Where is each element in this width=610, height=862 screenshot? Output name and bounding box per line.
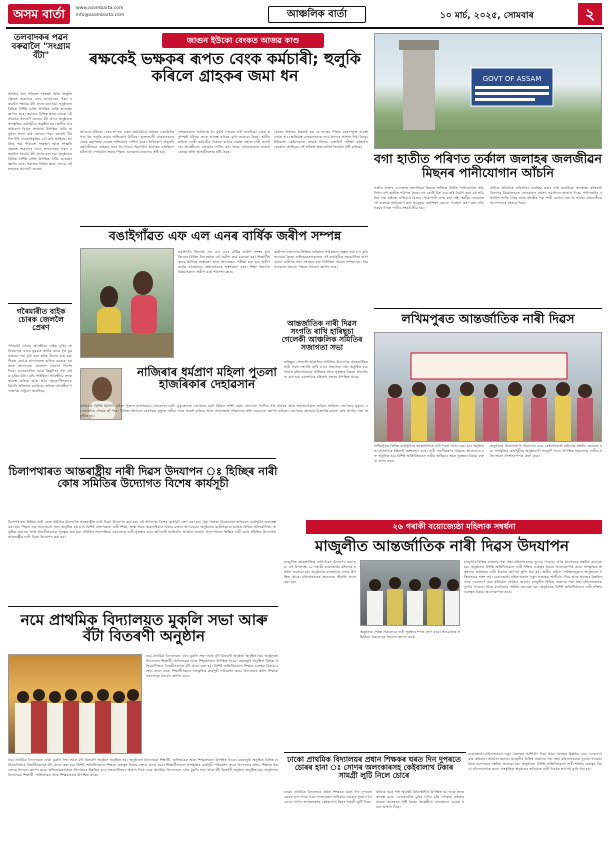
headline-s1: ৰক্ষকেই ভক্ষকৰ ৰূপত বেংক কৰ্মচাৰী; হুলুকি কৰিলে গ্ৰাহকৰ জমা ধন	[89, 50, 361, 85]
headline-s2: তলবাদকৰ পৱন বৰুৱালৈ "সংগ্ৰাম বঁটা"	[11, 33, 71, 62]
body-s10-col3: অনুষ্ঠানৰ শেষত সকলোৱে নাৰী সুৰক্ষাৰ শপত গ্ৰহণ কৰে। আয়োজক সমিতিয়ে সকলোকে ধন্যবাদ জ্ঞাপন কৰে।	[360, 630, 460, 639]
body-s6: গৰৈমাৰী থানাৰ আৰক্ষীয়ে বাইক চুৰিৰ অভিযোগত এজন যুৱকক আটক কৰে। ধৃত যুৱকজনৰ পৰা চুৰি কৰা বাইক উদ্ধাৰ কৰা হয়। পিছত তেওঁক আদালতত হাজিৰ কৰোৱা হয় আৰু আদালতে জেললৈ প্ৰেৰণৰ নিৰ্দেশ দিয়ে। এলেকাটোত যোৱা কিছুদিনৰ পৰা বাইক চুৰিৰ ঘটনা বৃদ্ধি পাইছিল। আৰক্ষীয়ে তদন্ত আৰম্ভ কৰিছে আৰু আন সহযোগীসকলক বিচাৰি অভিযান চলাইছে। ৰাইজে আৰক্ষীৰ পদক্ষেপক সাধুবাদ জনাইছে।	[8, 344, 72, 393]
body-s11-bottom: নমে প্ৰাথমিক বিদ্যালয়ত এখন মুকলি সভা আৰু বঁটা বিতৰণী অনুষ্ঠান অনুষ্ঠিত হয়। অনুষ্ঠানত বিদ্যালয়ৰ শিক্ষাৰ্থী, অভিভাৱক আৰু শিক্ষকসকল উপস্থিত থাকে। বছৰজুৰি অনুষ্ঠিত বিভিন্ন প্ৰতিযোগিতাৰ বিজয়ীসকলক বঁটা প্ৰদান কৰা হয়। বিশিষ্ট অতিথিসকলে শিক্ষাৰ গুৰুত্বৰ বিষয়ে বক্তব্য প্ৰদান কৰে। শিক্ষাৰ্থীসকলে সাংস্কৃতিক কাৰ্যসূচী পৰিৱেশন কৰে। বিদ্যালয়ৰ প্ৰধান শিক্ষকে সকলোকে ধন্যবাদ জ্ঞাপন কৰে। অভিভাৱকসকলে বিদ্যালয়ৰ উন্নতিৰ বাবে সহযোগিতাৰ আশ্বাস দিয়ে। নমে প্ৰাথমিক বিদ্যালয়ত এখন মুকলি সভা আৰু বঁটা বিতৰণী অনুষ্ঠান অনুষ্ঠিত হয়। অনুষ্ঠানত বিদ্যালয়ৰ শিক্ষাৰ্থী, অভিভাৱক আৰু শিক্ষকসকল উপস্থিত থাকে।	[8, 758, 278, 777]
body-s1-col2: গ্ৰাহকসকলে অবিলম্বে ধন ঘূৰাই পোৱাৰ দাবী জনাইছে। বেংক কৰ্তৃপক্ষই ঘটনাৰ তদন্ত আৰম্ভ কৰিছে বুলি জনোৱা হৈছে। স্থানীয় ৰাইজে দোষী কৰ্মচাৰীৰ বিৰুদ্ধে কঠোৰ ব্যৱস্থা গ্ৰহণৰ দাবী জনাইছে। আৰক্ষীতো এজাহাৰ দাখিল কৰা হৈছে। গ্ৰাহকসকলৰ মাজত বেংকৰ প্ৰতি আস্থাহীনতাৰ সৃষ্টি হৈছে।	[178, 130, 270, 154]
headline-s8: নাজিৰাৰ ধৰ্মপ্ৰাণ মহিলা পুতলা হাজৰিকাৰ দেহাৱসান	[137, 365, 277, 392]
kicker-s10: ২৬ গৰাকী বয়োজ্যেষ্ঠা মহিলাক সম্বৰ্ধনা	[392, 522, 516, 531]
headline-s9: চিলাপথাৰত আন্তৰাষ্ট্ৰীয় নাৰী দিৱস উদযাপন ঃ হিচ্ছিৰ নাৰী কোষ সমিতিৰ উদ্যোগত বিশেষ কাৰ্যসূচী	[8, 465, 278, 490]
kicker-s1: জাগুন ইউকো বেংকত আজৱ কাণ্ড	[186, 36, 300, 45]
body-s12-col2: ঘটনাৰ খবৰ পাই আৰক্ষী ঘটনাস্থলীত উপস্থিত হয় আৰু তদন্ত আৰম্ভ কৰে। এলেকাটোত চুৰিৰ ঘটনা বৃদ্ধি পোৱাত ৰাইজৰ মাজত আতংকৰ সৃষ্টি হৈছে। আৰক্ষীয়ে সোনকালে চোৰক ধৰাৰ আশ্বাস দিছে।	[376, 790, 464, 809]
divider	[80, 458, 276, 459]
headline-s5: লখিমপুৰত আন্তৰ্জাতিক নাৰী দিৱস	[401, 311, 575, 326]
body-s4-col1: বঙাইগাঁও জিলাত এফ এল এনৰ বাৰ্ষিক জৰীপ সম্পন্ন হয়। জিলাৰ বিভিন্ন বিদ্যালয়ত এই জৰীপ কাৰ্য চলোৱা হয়। শিক্ষাৰ্থীসকলৰ মৌলিক সাক্ষৰতা আৰু সংখ্যাজ্ঞান পৰীক্ষা কৰা হয়। জৰীপ কাৰ্যত বহুসংখ্যক স্বেচ্ছাসেৱকে অংশগ্ৰহণ কৰে। শিক্ষা বিভাগৰ বিষয়াসকলে জৰীপ কাৰ্য পৰিদৰ্শন কৰে।	[178, 250, 270, 274]
headline-s7: আন্তৰ্জাতিক নাৰী দিৱস সংগতি ৰাখি হাৰিছ্চা গেলেকী আঞ্চলিক সমিতিৰ সজাগতা সভা	[281, 319, 363, 353]
women-day-photo	[374, 332, 602, 442]
body-s1-col3: বেংকৰ উৰ্দ্ধতন বিষয়াই কয় যে তদন্তৰ পিছত যথোপযুক্ত ব্যৱস্থা লোৱা হ'ব। ক্ষতিগ্ৰস্ত গ্ৰাহকসকলক ন্যায় প্ৰদানৰ আশ্বাস দিয়া হৈছে। ইতিমধ্যে কেইবাজনো গ্ৰাহকে নিজৰ একাউণ্ট পৰীক্ষা কৰিবলৈ বেংকলৈ আহিছে। এই ঘটনাই অঞ্চলটোত বিতৰ্কৰ সৃষ্টি কৰিছে।	[274, 130, 368, 149]
logo: অসম বাৰ্তা	[13, 7, 65, 21]
body-s8: নাজিৰাৰ বিশিষ্ট ধৰ্মপ্ৰাণ মহিলা পুতলা হাজৰিকাৰ দেহাৱসান ঘটে। মৃত্যুকালত তেখেতৰ বয়স হৈছিল আশী বছৰ। তেখেতে দীৰ্ঘদিন ধৰি নামঘৰ আৰু সমাজসেৱাত জড়িত আছিল। তেখেতৰ মৃত্যুত এলেকাটোত শোকৰ ছাঁ পৰে। বিভিন্ন সংগঠনে তেখেতৰ মৃত্যুত গভীৰ শোক প্ৰকাশ কৰিছে আৰু শোকসন্তপ্ত পৰিয়ালৰ প্ৰতি সমবেদনা জ্ঞাপন কৰিছে। তেখেতৰ আত্মাৰ চিৰশান্তি কামনা কৰি প্ৰাৰ্থনা সভা অনুষ্ঠিত হয়।	[80, 404, 368, 418]
survey-photo	[80, 248, 174, 358]
body-s4-col2: জৰীপৰ ফলাফলৰ ভিত্তিত ভৱিষ্যত পৰিকল্পনা প্ৰস্তুত কৰা হ'ব বুলি জনোৱা হৈছে। অভিভাৱকসকলেও এই কাৰ্যসূচীত সহযোগিতা আগবঢ়ায়। জৰীপৰ তথ্য সংগ্ৰহৰ কাম নিৰ্ধাৰিত সময়ত সম্পন্ন হয়। বিষয়াসকলে সকলো পক্ষকে ধন্যবাদ জ্ঞাপন কৰে।	[274, 250, 368, 269]
body-s1-col1: জাগুনৰ ইউকো বেংক শাখাৰ এজন কৰ্মচাৰীয়ে গ্ৰাহকৰ একাউণ্টৰ পৰা ধন হুলুকি কৰাৰ অভিযোগ উঠিছে। ভুক্তভোগী গ্ৰাহকসকলে বেংক কৰ্তৃপক্ষৰ ওচৰত অভিযোগ দাখিল কৰে। অভিযোগ অনুসৰি কৰ্মচাৰীজনে গ্ৰাহকৰ জমা ধন নিজৰ হিচাপলৈ স্থানান্তৰ কৰিছিল। ঘটনাটো পোহৰলৈ অহাৰ পিছত এলেকাত চাঞ্চল্যৰ সৃষ্টি হয়।	[80, 130, 174, 154]
headline-s3: বগা হাতীত পৰিণত তৰ্কাল জলাহৰ জলজীৱন মিছনৰ পানীযোগান আঁচনি	[374, 151, 602, 180]
divider	[80, 226, 368, 227]
divider	[374, 308, 602, 309]
body-s3-col1: তৰ্কাল জলাহ এলেকাত জলজীৱন মিছনৰ অধীনত নিৰ্মিত পানীযোগান আঁচনিখন বগা হাতীত পৰিণত হৈছে। বহু কোটি টকা ব্যয় কৰি নিৰ্মাণ কৰা এই আঁচনিৰ পৰা ৰাইজে এতিয়াও বিশুদ্ধ খোৱাপানী লাভ কৰা নাই। স্থানীয় লোকসকলে বাৰম্বাৰ অভিযোগ কৰা সত্ত্বেও কৰ্তৃপক্ষই কোনো পদক্ষেপ গ্ৰহণ কৰা নাই। গৰমৰ দিনত পানীৰ সংকট তীব্ৰ হয়।	[374, 186, 484, 210]
headline-s12: ঢাকো প্ৰাথমিক বিদ্যালয়ৰ প্ৰধান শিক্ষকৰ ঘৰত দিন দুপৰতে চোৰৰ হানা ঃ সোণৰ অলংকাৰসহ কেইবালাখ টকাৰ সামগ্ৰী লুটি নিলে চোৰে	[287, 755, 461, 781]
headline-s6: গৰৈমাৰীত বাইক চোৰক জেললৈ প্ৰেৰণ	[16, 307, 66, 333]
body-s7: হাৰিছ্চা গেলেকী আঞ্চলিক সমিতিৰ উদ্যোগত আন্তৰ্জাতিক নাৰী দিৱস সংগতি ৰাখি এখন সজাগতা সভা অনুষ্ঠিত হয়। সভাত মহিলাসকলৰ অধিকাৰ আৰু সুৰক্ষাৰ বিষয়ে আলোচনা কৰা হয়। বহুসংখ্যক মহিলাই সভাত উপস্থিত থাকে।	[284, 360, 368, 379]
issue-date: ১০ মাৰ্চ, ২০২৫, সোমবাৰ	[440, 11, 534, 21]
section-title: আঞ্চলিক বাৰ্তা	[286, 9, 348, 20]
body-s12-col1: ঢাকো প্ৰাথমিক বিদ্যালয়ৰ প্ৰধান শিক্ষকৰ ঘৰত দিন দুপৰতে চোৰৰ হানা পৰে। ঘৰৰ সদস্যসকল বাহিৰলৈ যোৱাৰ সুযোগ লৈ চোৰে সোণৰ অলংকাৰসহ কেইবালাখ টকাৰ সামগ্ৰী লুটি নিয়ে।	[284, 790, 372, 804]
headline-s11: নমে প্ৰাথমিক বিদ্যালয়ত মুকলি সভা আৰু বঁটা বিতৰণী অনুষ্ঠান	[20, 611, 268, 646]
body-s10-col4: বয়োজ্যেষ্ঠা মহিলাসকলে নতুন প্ৰজন্মক আশীৰ্বাদ দিয়ে আৰু সমাজৰ উন্নতিৰ বাবে একেলগে কাম কৰিবলৈ আহ্বান জনায়। মাজুলীৰ বিভিন্ন অঞ্চলৰ পৰা অহা মহিলাসকলক ফুলাম গামোচা আৰু মানপত্ৰৰে সম্বৰ্ধনা জনোৱা হয়। অনুষ্ঠানত বিশিষ্ট অতিথিসকলে নাৰী শক্তিৰ গুৰুত্বৰ বিষয়ে আলোকপাত কৰে। সাংস্কৃতিক অনুষ্ঠানৰ জৰিয়তে নাৰী দিৱসৰ তাৎপৰ্য তুলি ধৰা হয়।	[468, 752, 602, 771]
page-number: ২	[585, 5, 595, 23]
divider	[8, 303, 72, 304]
divider	[284, 752, 466, 753]
body-s10-col2: মাজুলীৰ বিভিন্ন অঞ্চলৰ পৰা অহা মহিলাসকলক ফুলাম গামোচা আৰু মানপত্ৰৰে সম্বৰ্ধনা জনোৱা হয়। অনুষ্ঠানত বিশিষ্ট অতিথিসকলে নাৰী শক্তিৰ গুৰুত্বৰ বিষয়ে আলোকপাত কৰে। সাংস্কৃতিক অনুষ্ঠানৰ জৰিয়তে নাৰী দিৱসৰ তাৎপৰ্য তুলি ধৰা হয়। স্থানীয় মহিলা সমিতিসমূহেও অনুষ্ঠানত সক্ৰিয়ভাৱে অংশ লয়। বয়োজ্যেষ্ঠা মহিলাসকলে নতুন প্ৰজন্মক আশীৰ্বাদ দিয়ে আৰু সমাজৰ উন্নতিৰ বাবে একেলগে কাম কৰিবলৈ আহ্বান জনায়। মাজুলীৰ বিভিন্ন অঞ্চলৰ পৰা অহা মহিলাসকলক ফুলাম গামোচা আৰু মানপত্ৰৰে সম্বৰ্ধনা জনোৱা হয়। অনুষ্ঠানত বিশিষ্ট অতিথিসকলে নাৰী শক্তিৰ গুৰুত্বৰ বিষয়ে আলোকপাত কৰে।	[464, 560, 602, 594]
masthead-rule	[6, 27, 604, 29]
water-tank-photo	[374, 33, 602, 149]
body-s3-col2: ৰাইজে অবিলম্বে আঁচনিখন কাৰ্যক্ষম কৰাৰ দাবী জনাইছে। জনস্বাস্থ্য কাৰিকৰী বিভাগৰ বিষয়াসকলে সোনকালে সমস্যা সমাধানৰ আশ্বাস দিছে। পাইপলাইন বহুঠাইত ভাঙি গৈছে আৰু টেংকীৰ পৰা পানী যোগান বন্ধ হৈ আছে। গ্ৰামবাসীয়ে আন্দোলনৰ হুংকাৰ দিছে।	[490, 186, 602, 205]
body-s2: আজিৰ পৰা পৰিবেশ সংৰক্ষণ আৰু সংস্কৃতি ক্ষেত্ৰত অৱদানৰ বাবে তলবাদকৰ পৱন বৰুৱালৈ সংগ্ৰাম বঁটা প্ৰদান কৰা হয়। অনুষ্ঠানত বিভিন্ন বিশিষ্ট ব্যক্তি উপস্থিত থাকি শুভেচ্ছা জ্ঞাপন কৰে। সমাজৰ বিভিন্ন স্তৰৰ লোকে এই সন্মানক আদৰণি জনায়। বঁটা প্ৰদান অনুষ্ঠানত সাংস্কৃতিক কাৰ্যসূচীও অনুষ্ঠিত হয়। স্থানীয় জনসাধাৰণে বিপুল সংখ্যাত উপস্থিত থাকি অনুষ্ঠান সফল কৰি তোলে। পৱন বৰুৱাই দীৰ্ঘদিন ধৰি লোকসংস্কৃতিৰ চৰ্চা কৰি আহিছে। আজিৰ পৰা পৰিবেশ সংৰক্ষণ আৰু সংস্কৃতি ক্ষেত্ৰত অৱদানৰ বাবে তলবাদকৰ পৱন বৰুৱালৈ সংগ্ৰাম বঁটা প্ৰদান কৰা হয়। অনুষ্ঠানত বিভিন্ন বিশিষ্ট ব্যক্তি উপস্থিত থাকি শুভেচ্ছা জ্ঞাপন কৰে। সমাজৰ বিভিন্ন স্তৰৰ লোকে এই সন্মানক আদৰণি জনায়।	[8, 92, 72, 171]
headline-s4: বঙাইগাঁৱত এফ এল এনৰ বাৰ্ষিক জৰীপ সম্পন্ন	[108, 228, 342, 243]
body-s9: চিলাপথাৰত হিচ্ছিৰ নাৰী কোষ সমিতিৰ উদ্যোগত আন্তৰাষ্ট্ৰীয় নাৰী দিৱস উদযাপন কৰা হয়। এই উপলক্ষে বিশেষ কাৰ্যসূচী গ্ৰহণ কৰা হয়। পুৱা পতাকা উত্তোলনৰ জৰিয়তে কাৰ্যসূচীৰ শুভাৰম্ভ কৰা হয়। পিছত এক আলোচনা সভা অনুষ্ঠিত হয় য'ত বিশিষ্ট বক্তাসকলে নাৰী শিক্ষা, স্বাস্থ্য আৰু স্বাৱলম্বিতাৰ বিষয়ে বক্তব্য আগবঢ়ায়। অনুষ্ঠানত ছাত্ৰীসকলৰ মাজত বিভিন্ন প্ৰতিযোগিতা অনুষ্ঠিত কৰা হয় আৰু বিজয়ীসকলক পুৰস্কৃত কৰা হয়। সমিতিৰ সভাপতিয়ে সকলোকে নাৰী সুৰক্ষাৰ বাবে আগবাঢ়ি আহিবলৈ আহ্বান জনায়। চিলাপথাৰত হিচ্ছিৰ নাৰী কোষ সমিতিৰ উদ্যোগত আন্তৰাষ্ট্ৰীয় নাৰী দিৱস উদযাপন কৰা হয়।	[8, 520, 276, 539]
body-s11-col1: নমে প্ৰাথমিক বিদ্যালয়ত এখন মুকলি সভা আৰু বঁটা বিতৰণী অনুষ্ঠান অনুষ্ঠিত হয়। অনুষ্ঠানত বিদ্যালয়ৰ শিক্ষাৰ্থী, অভিভাৱক আৰু শিক্ষকসকল উপস্থিত থাকে। বছৰজুৰি অনুষ্ঠিত বিভিন্ন প্ৰতিযোগিতাৰ বিজয়ীসকলক বঁটা প্ৰদান কৰা হয়। বিশিষ্ট অতিথিসকলে শিক্ষাৰ গুৰুত্বৰ বিষয়ে বক্তব্য প্ৰদান কৰে। শিক্ষাৰ্থীসকলে সাংস্কৃতিক কাৰ্যসূচী পৰিৱেশন কৰে। বিদ্যালয়ৰ প্ৰধান শিক্ষকে সকলোকে ধন্যবাদ জ্ঞাপন কৰে।	[146, 654, 278, 678]
website: www.asombarta.com	[76, 6, 124, 11]
sign-text: GOVT OF ASSAM	[482, 75, 542, 83]
divider	[8, 606, 278, 607]
body-s5-col1: লখিমপুৰত বিভিন্ন কাৰ্যসূচীৰে আন্তৰ্জাতিক নাৰী দিৱস পালন কৰা হয়। অনুষ্ঠানত বহুসংখ্যক মহিলাই অংশগ্ৰহণ কৰে। নাৰী সবলীকৰণৰ বিষয়ত আলোচনা চক্ৰ অনুষ্ঠিত হয়। বিশিষ্ট অতিথিসকলে নাৰীৰ অধিকাৰ আৰু সুৰক্ষাৰ বিষয়ে বক্তব্য প্ৰদান কৰে।	[374, 444, 484, 463]
majuli-photo	[360, 560, 460, 626]
school-event-photo	[8, 654, 142, 754]
email: info@asombarta.com	[76, 13, 125, 18]
body-s10-col1: মাজুলীত আন্তৰ্জাতিক নাৰী দিৱস উদযাপন কৰা হয়। এই উপলক্ষে ২৬ গৰাকী বয়োজ্যেষ্ঠা মহিলাক সম্বৰ্ধনা জনোৱা হয়। অনুষ্ঠানত বহুসংখ্যক লোক উপস্থিত থাকে। মহিলাসকলৰ অৱদানক স্বীকৃতি প্ৰদান কৰা হয়।	[284, 560, 356, 584]
headline-s10: মাজুলীত আন্তৰ্জাতিক নাৰী দিৱস উদযাপন	[315, 537, 569, 555]
body-s5-col2: অনুষ্ঠানত উল্লেখযোগ্য অৱদানৰ বাবে কেইবাগৰাকী মহিলাক সম্বৰ্ধনা জনোৱা হয়। সাংস্কৃতিক কাৰ্যসূচীৰে অনুষ্ঠানটো সামৰণি পৰে। উপস্থিত সকলোৱে নাৰীৰ প্ৰতি সন্মান প্ৰদৰ্শনৰ শপত গ্ৰহণ কৰে।	[490, 444, 602, 458]
